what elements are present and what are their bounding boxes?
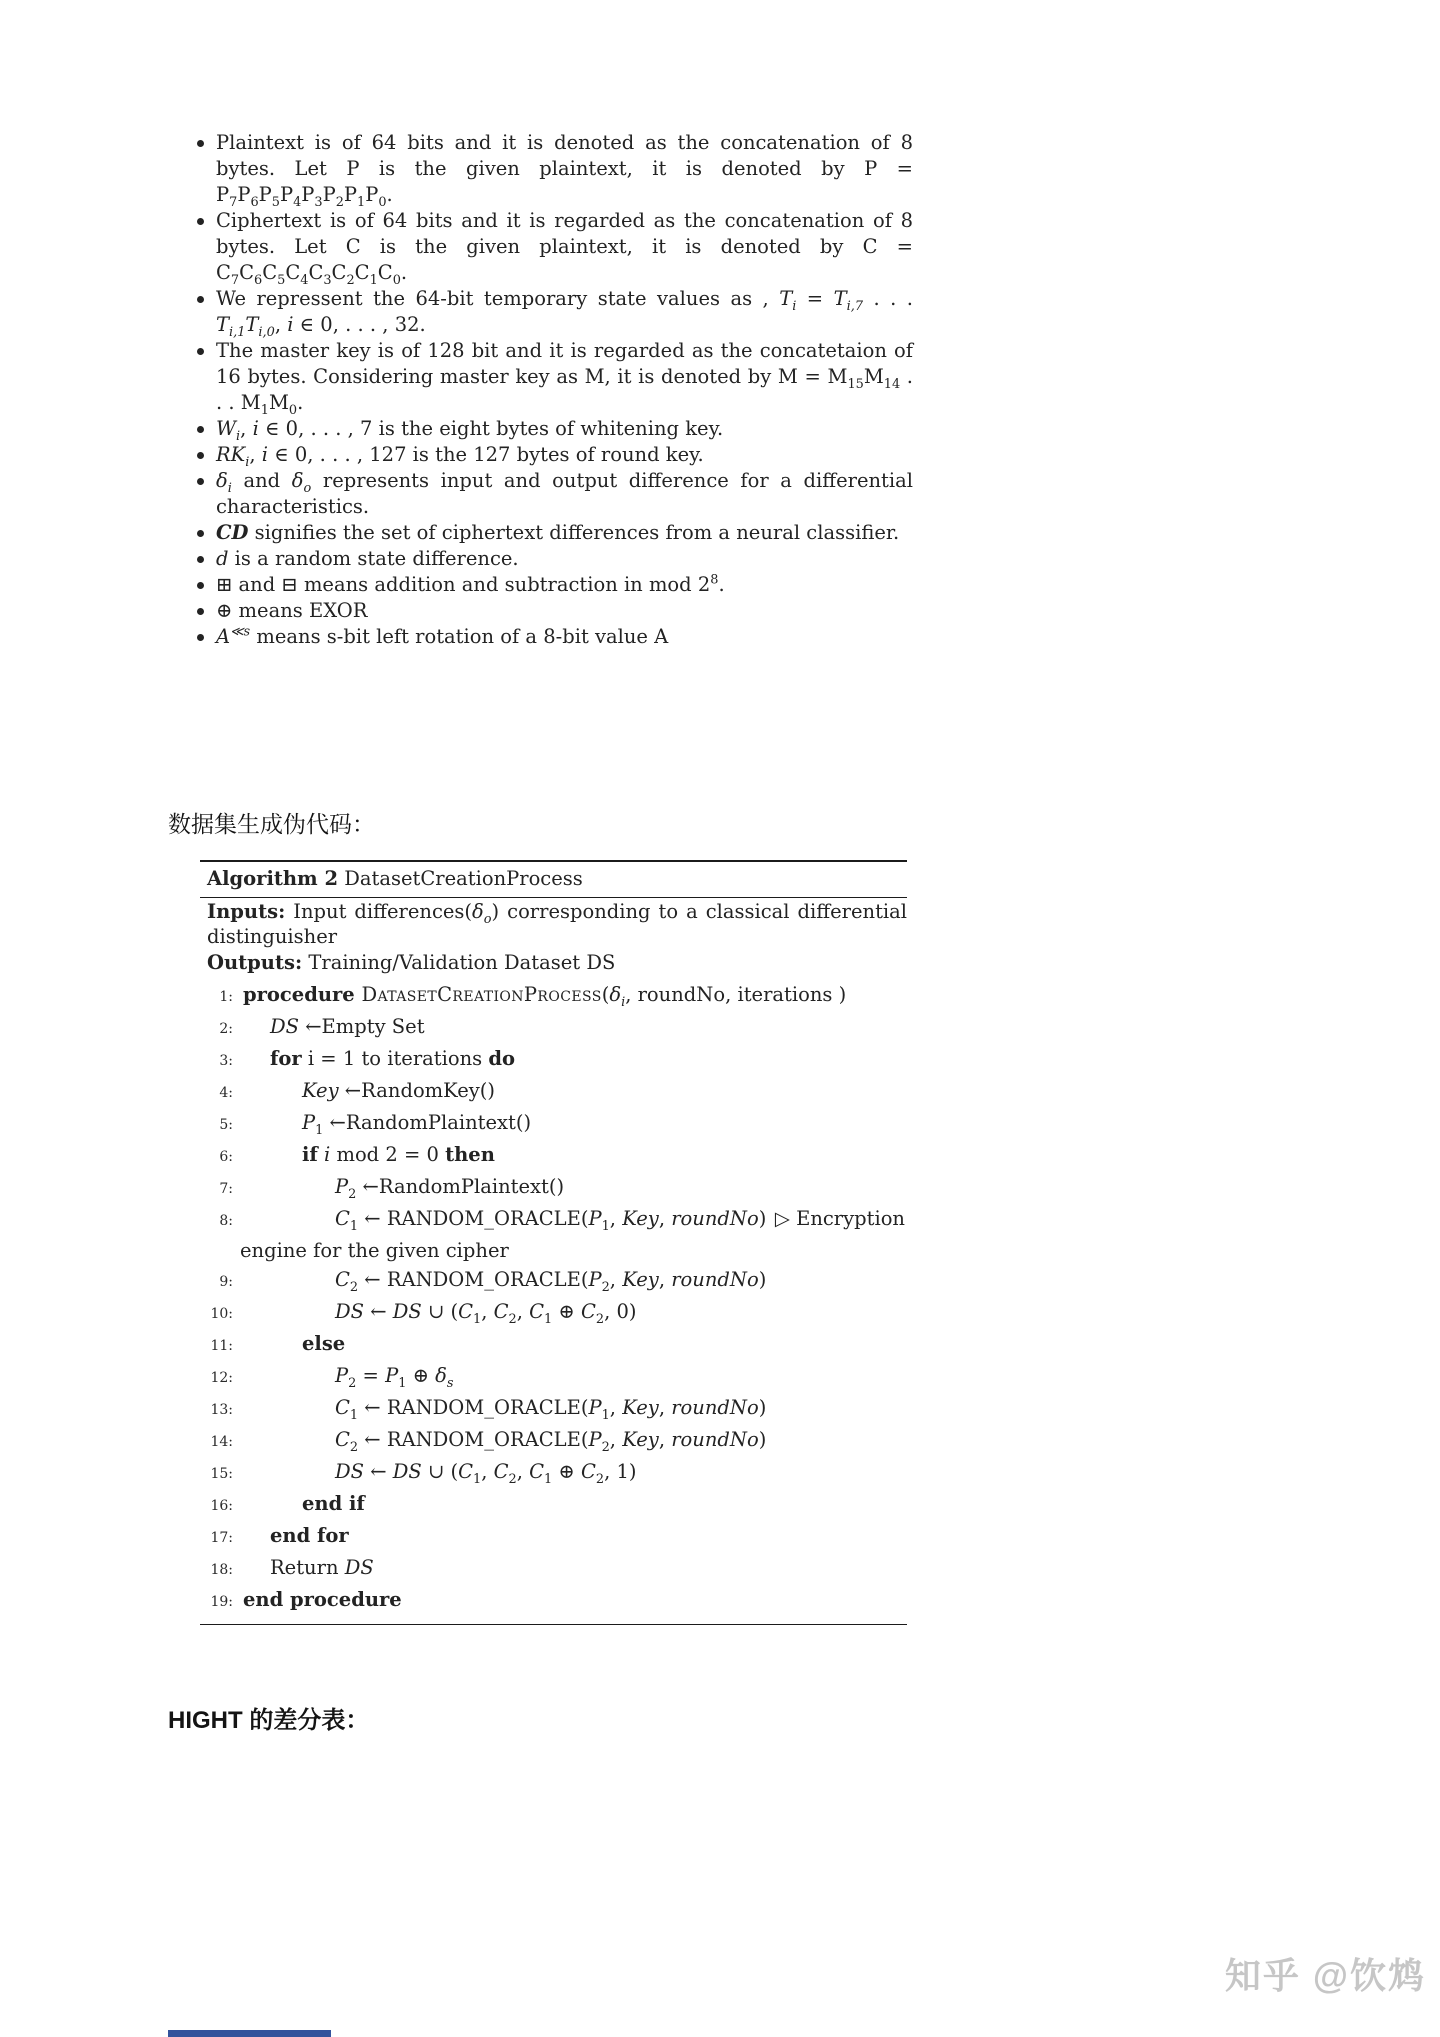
notation-item <box>195 338 913 416</box>
line-number: 13: <box>210 1402 233 1418</box>
section-heading-dataset-pseudocode: 数据集生成伪代码： <box>168 812 375 838</box>
notation-text: $RK_i$, i ∈ 0, . . . , 127 is the 127 bytes of round key. <box>216 443 704 470</box>
notation-text: Plaintext is of 64 bits and it is denoted as the concatenation of 8 bytes. Let P is the given plaintext, it is denoted by $P = P_7P_6P_5P_4P_3P_2P_1P_0$. <box>216 131 913 210</box>
notation-text: ⊞ and ⊟ means addition and subtraction in mod $2^8$. <box>216 572 725 596</box>
line-number: 15: <box>210 1466 233 1482</box>
section-heading-hight-ddt: HIGHT 的差分表： <box>168 1707 370 1734</box>
notation-text: The master key is of 128 bit and it is regarded as the concatetaion of 16 bytes. Considering master key as M, it is denoted by $M = M_{15}M_{14}$ . . . $M_1M_0$. <box>216 339 913 418</box>
algorithm-line-continuation <box>200 1236 907 1265</box>
notation-text: We repressent the 64-bit temporary state values as , $T_i = T_{i,7}$ . . . $T_{i,1}T_{i,0}$, i ∈ 0, . . . , 32. <box>216 287 913 340</box>
algorithm-box <box>200 860 907 1625</box>
algorithm-line <box>200 1329 907 1361</box>
line-number: 17: <box>210 1530 233 1546</box>
line-content: $C_2$ ← $RANDOM\_ORACLE(P_2$, Key, roundNo) <box>335 1268 767 1295</box>
line-number: 11: <box>210 1338 233 1354</box>
line-number: 16: <box>210 1498 233 1514</box>
notation-item <box>195 416 913 442</box>
algorithm-line <box>200 1204 907 1236</box>
line-number: 19: <box>210 1594 233 1610</box>
line-content: DS ← DS ∪ ($C_1$, $C_2$, $C_1$ ⊕ $C_2$, 0) <box>335 1300 637 1327</box>
notation-text: $W_i$, i ∈ 0, . . . , 7 is the eight bytes of whitening key. <box>216 417 724 444</box>
algorithm-line <box>200 1457 907 1489</box>
line-content: $P_2$ ←RandomPlaintext() <box>335 1175 565 1202</box>
algorithm-title: Algorithm 2 DatasetCreationProcess <box>200 860 907 898</box>
line-content: procedure $DatasetCreationProcess(\delta_i$, roundNo, iterations ) <box>243 983 847 1010</box>
algorithm-line <box>200 1076 907 1108</box>
line-content: end for <box>270 1524 349 1547</box>
line-number: 5: <box>219 1117 233 1133</box>
line-number: 1: <box>219 989 233 1005</box>
notation-item <box>195 442 913 468</box>
line-number: 7: <box>219 1181 233 1197</box>
notation-list <box>195 130 913 650</box>
line-content: DS ← DS ∪ ($C_1$, $C_2$, $C_1$ ⊕ $C_2$, 1) <box>335 1460 637 1487</box>
algorithm-line <box>200 1553 907 1585</box>
line-content: Return DS <box>270 1556 374 1579</box>
line-content: Key ←RandomKey() <box>302 1079 495 1102</box>
algorithm-line <box>200 1108 907 1140</box>
algorithm-line <box>200 1265 907 1297</box>
line-content: DS ←Empty Set <box>270 1015 425 1038</box>
notation-text: Ciphertext is of 64 bits and it is regarded as the concatenation of 8 bytes. Let C is the given plaintext, it is denoted by $C = C_7C_6C_5C_4C_3C_2C_1C_0$. <box>216 209 913 288</box>
algorithm-line <box>200 1521 907 1553</box>
notation-text: $A^{≪s}$ means s-bit left rotation of a 8-bit value A <box>216 624 669 648</box>
notation-item <box>195 520 913 546</box>
line-content: $C_1$ ← $RANDOM\_ORACLE(P_1$, Key, roundNo) <box>335 1207 767 1234</box>
algorithm-line <box>200 1489 907 1521</box>
notation-text: $\delta_i$ and $\delta_o$ represents input and output difference for a differential characteristics. <box>216 469 913 518</box>
notation-item <box>195 468 913 520</box>
algorithm-line <box>200 1012 907 1044</box>
algorithm-line <box>200 1393 907 1425</box>
notation-text: ⊕ means EXOR <box>216 599 368 622</box>
notation-item <box>195 286 913 338</box>
line-number: 3: <box>219 1053 233 1069</box>
algorithm-line <box>200 1297 907 1329</box>
notation-item <box>195 572 913 598</box>
notation-item <box>195 130 913 208</box>
line-content: $C_2$ ← $RANDOM\_ORACLE(P_2$, Key, roundNo) <box>335 1428 767 1455</box>
line-content: end procedure <box>243 1588 402 1611</box>
notation-item <box>195 624 913 650</box>
notation-item <box>195 208 913 286</box>
line-content: $C_1$ ← $RANDOM\_ORACLE(P_1$, Key, roundNo) <box>335 1396 767 1423</box>
algorithm-line <box>200 980 907 1012</box>
line-number: 2: <box>219 1021 233 1037</box>
algorithm-inputs: Inputs: Input $differences(\delta_o)$ corresponding to a classical differential distinguisher <box>207 900 908 948</box>
notation-item <box>195 546 913 572</box>
line-content: else <box>302 1332 346 1355</box>
line-content: $P_2 = P_1$ ⊕ $\delta_s$ <box>335 1364 454 1391</box>
algorithm-outputs: Outputs: Training/Validation Dataset DS <box>207 951 616 974</box>
algorithm-line <box>200 1425 907 1457</box>
line-number: 14: <box>210 1434 233 1450</box>
algorithm-line <box>200 1172 907 1204</box>
algorithm-line <box>200 1585 907 1617</box>
algorithm-lines <box>200 980 907 1625</box>
line-content: for i = 1 to iterations do <box>270 1047 516 1070</box>
line-number: 6: <box>219 1149 233 1165</box>
line-content: end if <box>302 1492 365 1515</box>
line-comment: ▷ Encryption <box>774 1207 905 1230</box>
line-content: $P_1$ ←RandomPlaintext() <box>302 1111 532 1138</box>
algorithm-line <box>200 1140 907 1172</box>
line-content: engine for the given cipher <box>240 1239 509 1262</box>
line-content: if i mod 2 = 0 then <box>302 1143 495 1166</box>
notation-text: CD signifies the set of ciphertext differences from a neural classifier. <box>216 521 900 544</box>
notation-text: d is a random state difference. <box>216 547 519 570</box>
watermark: 知乎 @饮鸩 <box>1224 1955 1426 1996</box>
notation-item <box>195 598 913 624</box>
line-number: 9: <box>219 1274 233 1290</box>
line-number: 8: <box>219 1213 233 1229</box>
cropped-table-edge <box>168 2030 331 2037</box>
line-number: 18: <box>210 1562 233 1578</box>
line-number: 4: <box>219 1085 233 1101</box>
algorithm-line <box>200 1044 907 1076</box>
line-number: 12: <box>210 1370 233 1386</box>
line-number: 10: <box>210 1306 233 1322</box>
algorithm-line <box>200 1361 907 1393</box>
